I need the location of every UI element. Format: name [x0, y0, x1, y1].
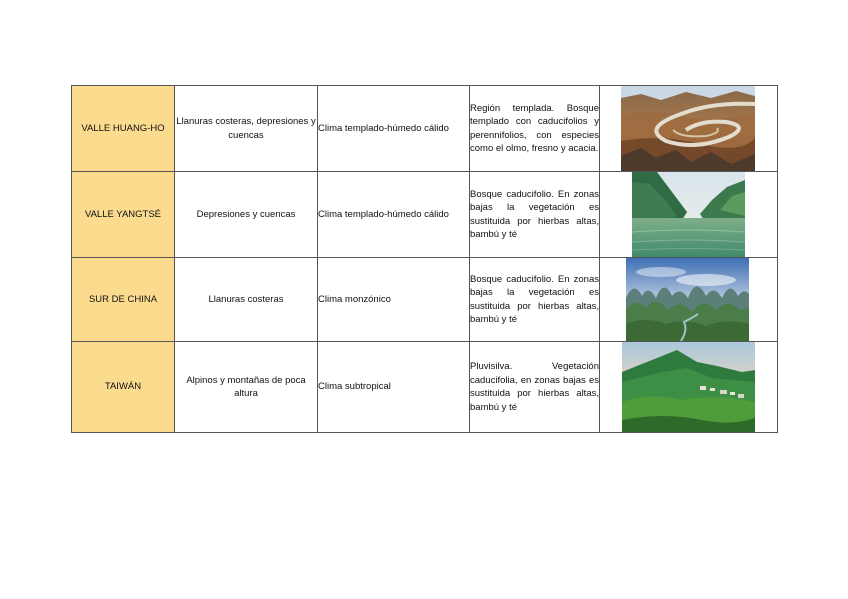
karst-hills-landscape-photo [626, 258, 749, 341]
image-cell [600, 86, 778, 172]
relief-cell: Llanuras costeras [175, 258, 318, 342]
vegetation-cell: Región templada. Bosque templado con caducifolios y perennifolios, con especies como el olmo, fresno y acacia. [470, 86, 600, 172]
region-cell: SUR DE CHINA [72, 258, 175, 342]
region-cell: VALLE YANGTSÉ [72, 172, 175, 258]
river-meander-valley-photo [621, 86, 755, 171]
table-row [72, 258, 778, 342]
climate-cell: Clima subtropical [318, 342, 470, 433]
vegetation-cell: Pluvisilva. Vegetación caducifolia, en zonas bajas es sustituida por hierbas altas, bambú y té [470, 342, 600, 433]
relief-cell: Llanuras costeras, depresiones y cuencas [175, 86, 318, 172]
table-row [72, 172, 778, 258]
geography-table [71, 85, 778, 433]
image-cell [600, 342, 778, 433]
vegetation-cell: Bosque caducifolio. En zonas bajas la vegetación es sustituida por hierbas altas, bambú y té [470, 258, 600, 342]
image-cell [600, 258, 778, 342]
region-cell: TAIWÁN [72, 342, 175, 433]
vegetation-cell: Bosque caducifolio. En zonas bajas la vegetación es sustituida por hierbas altas, bambú y té [470, 172, 600, 258]
climate-cell: Clima templado-húmedo cálido [318, 86, 470, 172]
table-row [72, 86, 778, 172]
image-cell [600, 172, 778, 258]
river-gorge-photo [632, 172, 745, 257]
relief-cell: Depresiones y cuencas [175, 172, 318, 258]
table-row [72, 342, 778, 433]
relief-cell: Alpinos y montañas de poca altura [175, 342, 318, 433]
green-mountain-village-photo [622, 342, 755, 432]
climate-cell: Clima templado-húmedo cálido [318, 172, 470, 258]
climate-cell: Clima monzónico [318, 258, 470, 342]
region-cell: VALLE HUANG-HO [72, 86, 175, 172]
